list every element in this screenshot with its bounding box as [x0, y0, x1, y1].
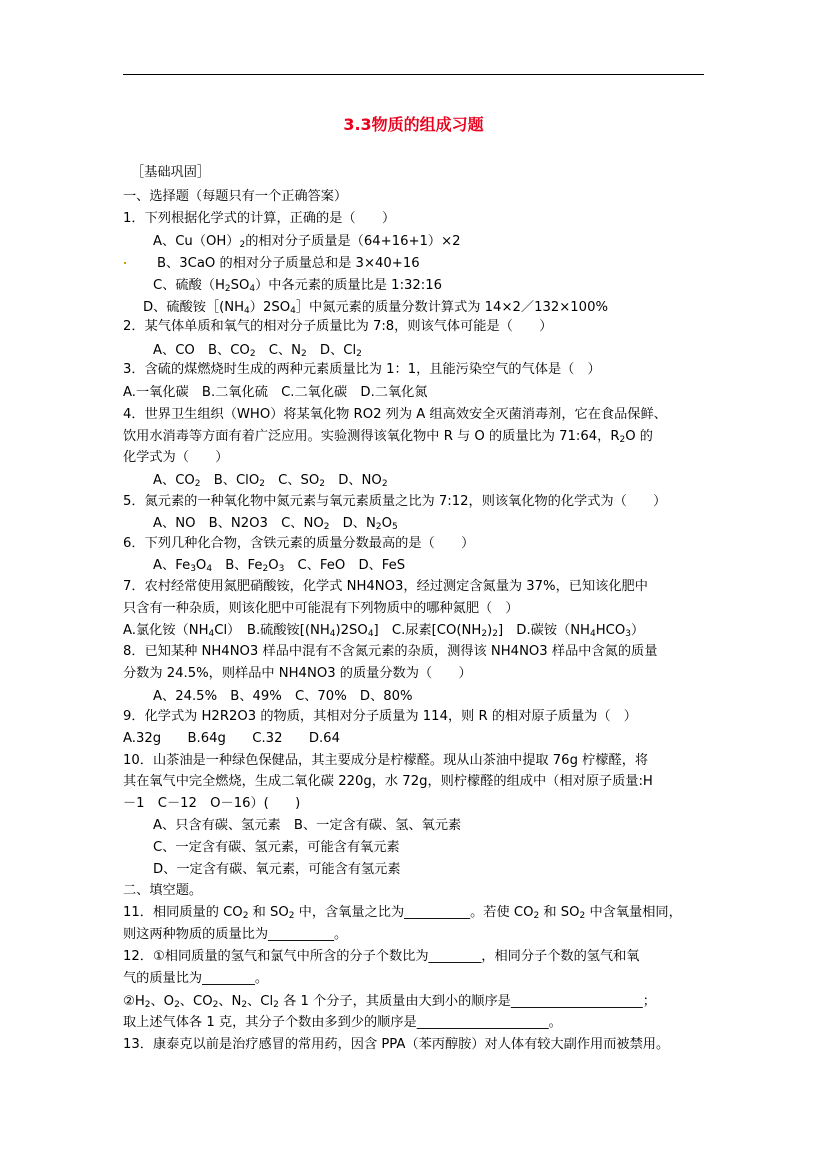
text-line: A、CO B、$CO_2$ C、$N_2$ D、$Cl_2$ — [153, 343, 362, 359]
text-line: A、只含有碳、氢元素 B、一定含有碳、氢、氧元素 — [153, 818, 462, 833]
text-line: 1．下列根据化学式的计算，正确的是（ ） — [123, 211, 396, 226]
subscript: 4 — [589, 629, 596, 639]
text-line: 4．世界卫生组织（WHO）将某氧化物 RO2 列为 A 组高效安全灭菌消毒剂，它在食品保鲜、 — [123, 407, 667, 422]
text-line: 二、填空题。 — [123, 883, 203, 898]
subscript: 2 — [381, 479, 388, 489]
subscript: 2 — [262, 564, 269, 574]
text-line: A、24.5% B、49% C、70% D、80% — [153, 689, 413, 704]
subscript: 3 — [278, 564, 285, 574]
text-line: A.氯化铵$(NH_4Cl)$ B.硫酸铵$[(NH_4)2SO_4]$ C.尿素$[CO(NH_2)_2]$ D.碳铵$(NH_4HCO_3)$ — [123, 623, 645, 639]
text-line: 9．化学式为 H2R2O3 的物质，其相对分子质量为 114，则 R 的相对原子质量为（ ） — [123, 709, 637, 724]
text-line: 饮用水消毒等方面有着广泛应用。实验测得该氧化物中 R 与 O 的质量比为 71:64，$R_2O$ 的 — [123, 429, 653, 445]
subscript: 2 — [492, 629, 498, 639]
text-line: 化学式为（ ） — [123, 450, 229, 465]
text-line: 5．氮元素的一种氧化物中氮元素与氧元素质量之比为 7:12，则该氧化物的化学式为（ ） — [123, 494, 667, 509]
text-line: 11．相同质量的 $CO_2$ 和 $SO_2$ 中，含氧量之比为__________。若使 $CO_2$ 和 $SO_2$ 中含氧量相同， — [123, 905, 682, 921]
text-line: 气的质量比为________。 — [123, 971, 269, 986]
text-line: A、$Fe_3O_4$ B、$Fe_2O_3$ C、FeO D、FeS — [153, 558, 406, 574]
text-line: 3．含硫的煤燃烧时生成的两种元素质量比为 1：1，且能污染空气的气体是（ ） — [123, 362, 601, 377]
subscript: 2 — [481, 629, 488, 639]
text-line: 一、选择题（每题只有一个正确答案） — [123, 189, 348, 204]
subscript: 2 — [323, 522, 330, 532]
subscript: 2 — [174, 1000, 180, 1010]
subscript: 2 — [319, 479, 326, 489]
text-line: 13．康泰克以前是治疗感冒的常用药，因含 PPA（苯丙醇胺）对人体有较大副作用而被禁用。 — [123, 1037, 670, 1052]
text-line: D、一定含有碳、氧元素，可能含有氢元素 — [153, 862, 401, 877]
page-title: 3.3物质的组成习题 — [343, 115, 484, 134]
text-line: 2．某气体单质和氧气的相对分子质量比为 7:8，则该气体可能是（ ） — [123, 319, 553, 334]
subscript: 2 — [301, 349, 307, 359]
subscript: 3 — [190, 564, 196, 574]
text-line: 12．①相同质量的氢气和氯气中所含的分子个数比为________，相同分子个数的氢气和氧 — [123, 949, 640, 964]
text-line: A、NO B、N2O3 C、$NO_2$ D、$N_2O_5$ — [153, 516, 398, 532]
text-line: 其在氧气中完全燃烧，生成二氧化碳 220g，水 72g，则柠檬醛的组成中（相对原子质量:H — [123, 774, 653, 789]
text-line: －1 C－12 O－16）( ) — [123, 796, 301, 811]
margin-mark — [124, 262, 126, 264]
subscript: 2 — [619, 435, 626, 445]
subscript: 4 — [290, 306, 296, 316]
text-line: D、硫酸铵$[(NH_4)2SO_4]$中氮元素的质量分数计算式为 14×2／132×100% — [143, 300, 608, 316]
subscript: 4 — [249, 284, 256, 294]
text-line: 10．山茶油是一种绿色保健品，其主要成分是柠檬醛。现从山茶油中提取 76g 柠檬醛，将 — [123, 753, 649, 768]
text-line: A.一氧化碳 B.二氧化硫 C.二氧化碳 D.二氧化氮 — [123, 385, 428, 400]
subscript: 2 — [239, 240, 246, 250]
header-rule — [123, 74, 704, 75]
text-line: A、$CO_2$ B、ClO$_2$ C、$SO_2$ D、$NO_2$ — [153, 473, 388, 489]
subscript: 2 — [273, 1000, 279, 1010]
text-line: 8．已知某种 NH4NO3 样品中混有不含氮元素的杂质，测得该 NH4NO3 样品中含氮的质量 — [123, 644, 658, 659]
text-line: C、一定含有碳、氢元素，可能含有氧元素 — [153, 840, 400, 855]
text-line: A、$Cu(OH)_2$的相对分子质量是（64+16+1）×2 — [153, 234, 461, 250]
subscript: 5 — [392, 522, 398, 532]
text-line: ［基础巩固］ — [131, 165, 211, 180]
subscript: 2 — [242, 911, 249, 921]
text-line: A.32g B.64g C.32 D.64 — [123, 731, 340, 746]
subscript: 2 — [375, 522, 382, 532]
subscript: 4 — [329, 629, 336, 639]
subscript: 2 — [144, 1000, 151, 1010]
subscript: 2 — [241, 1000, 248, 1010]
subscript: 2 — [356, 349, 362, 359]
text-line: B、3CaO 的相对分子质量总和是 3×40+16 — [157, 256, 420, 271]
text-line: 则这两种物质的质量比为__________。 — [123, 927, 348, 942]
subscript: 4 — [244, 306, 250, 316]
text-line: 6．下列几种化合物，含铁元素的质量分数最高的是（ ） — [123, 536, 475, 551]
subscript: 2 — [288, 911, 295, 921]
subscript: 2 — [579, 911, 586, 921]
subscript: 2 — [249, 349, 256, 359]
subscript: 3 — [625, 629, 631, 639]
text-line: C、硫酸$(H_2SO_4)$中各元素的质量比是 1:32:16 — [153, 278, 443, 294]
subscript: 2 — [194, 479, 201, 489]
text-line: 只含有一种杂质，则该化肥中可能混有下列物质中的哪种氮肥（ ） — [123, 601, 519, 616]
text-line: 分数为 24.5%，则样品中 NH4NO3 的质量分数为（ ） — [123, 666, 472, 681]
text-line: $②H_2$、$O_2$、$CO_2$、$N_2$、$Cl_2$ 各 1 个分子，其质量由大到小的顺序是____________________； — [123, 994, 656, 1010]
subscript: 2 — [533, 911, 540, 921]
subscript: 2 — [259, 479, 265, 489]
subscript: 2 — [212, 1000, 219, 1010]
subscript: 4 — [206, 564, 213, 574]
subscript: 2 — [224, 284, 231, 294]
subscript: 4 — [208, 629, 215, 639]
text-line: 取上述气体各 1 克，其分子个数由多到少的顺序是____________________。 — [123, 1015, 562, 1030]
text-line: 7．农村经常使用氮肥硝酸铵，化学式 NH4NO3，经过测定含氮量为 37%，已知该化肥中 — [123, 579, 648, 594]
subscript: 4 — [367, 629, 374, 639]
